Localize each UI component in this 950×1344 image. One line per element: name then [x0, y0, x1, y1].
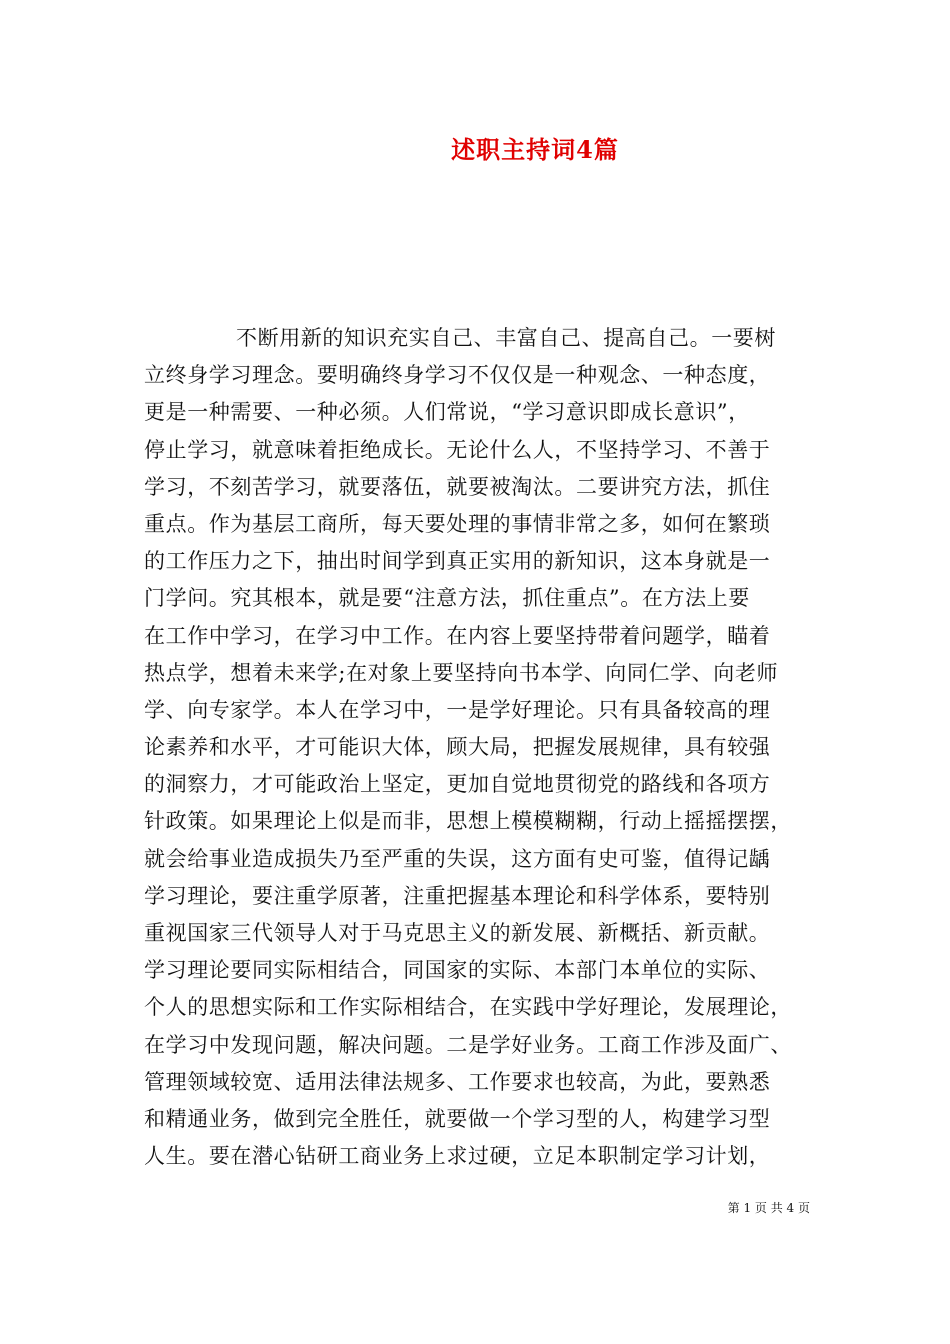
body-line: 停止学习，就意味着拒绝成长。无论什么人，不坚持学习、不善于	[144, 437, 771, 462]
body-line: 热点学，想着未来学;在对象上要坚持向书本学、向同仁学、向老师	[144, 660, 779, 685]
body-line: 重点。作为基层工商所，每天要处理的事情非常之多，如何在繁琐	[144, 511, 771, 536]
body-line: 论素养和水平，才可能识大体，顾大局，把握发展规律，具有较强	[144, 735, 771, 760]
body-line: 学习理论要同实际相结合，同国家的实际、本部门本单位的实际、	[144, 958, 771, 983]
body-line: 不断用新的知识充实自己、丰富自己、提高自己。一要树	[236, 326, 776, 350]
body-line: 个人的思想实际和工作实际相结合，在实践中学好理论，发展理论，	[144, 995, 792, 1020]
page-number-footer: 第 1 页 共 4 页	[727, 1201, 810, 1215]
body-line: 更是一种需要、一种必须。人们常说，“学习意识即成长意识”，	[144, 400, 750, 425]
body-line: 在工作中学习，在学习中工作。在内容上要坚持带着问题学，瞄着	[144, 623, 771, 648]
body-line: 学习，不刻苦学习，就要落伍，就要被淘汰。二要讲究方法，抓住	[144, 474, 771, 499]
body-line: 门学问。究其根本，就是要“注意方法，抓住重点”。在方法上要	[144, 586, 750, 611]
body-line: 学习理论，要注重学原著，注重把握基本理论和科学体系，要特别	[144, 883, 771, 908]
body-line: 学、向专家学。本人在学习中，一是学好理论。只有具备较高的理	[144, 697, 771, 722]
body-line: 和精通业务，做到完全胜任，就要做一个学习型的人，构建学习型	[144, 1106, 771, 1131]
body-line: 人生。要在潜心钻研工商业务上求过硬，立足本职制定学习计划，	[144, 1144, 771, 1169]
body-line: 在学习中发现问题，解决问题。二是学好业务。工商工作涉及面广、	[144, 1032, 792, 1057]
body-line: 管理领域较宽、适用法律法规多、工作要求也较高，为此，要熟悉	[144, 1069, 771, 1094]
document-title: 述职主持词4篇	[451, 135, 619, 164]
body-text	[144, 320, 810, 1175]
body-line: 重视国家三代领导人对于马克思主义的新发展、新概括、新贡献。	[144, 921, 771, 945]
body-line: 针政策。如果理论上似是而非，思想上模模糊糊，行动上摇摇摆摆，	[144, 809, 792, 834]
body-line: 的工作压力之下，抽出时间学到真正实用的新知识，这本身就是一	[144, 549, 771, 574]
body-line: 就会给事业造成损失乃至严重的失误，这方面有史可鉴，值得记龋	[144, 846, 771, 871]
body-line: 的洞察力，才可能政治上坚定，更加自觉地贯彻党的路线和各项方	[144, 772, 771, 797]
body-line: 立终身学习理念。要明确终身学习不仅仅是一种观念、一种态度，	[144, 363, 771, 388]
